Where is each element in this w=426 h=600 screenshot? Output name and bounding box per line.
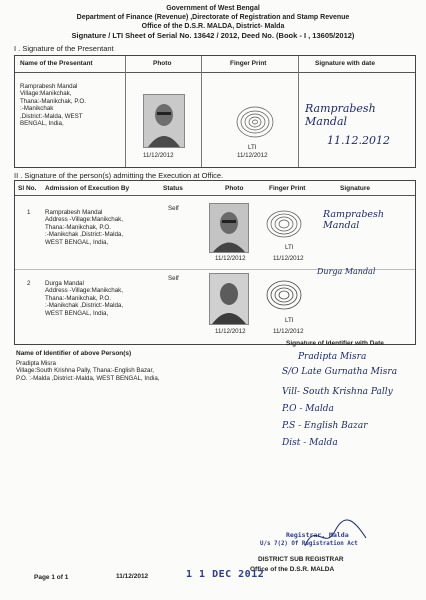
presentant-signature: Ramprabesh Mandal bbox=[305, 102, 376, 128]
fingerprint-icon bbox=[263, 277, 305, 313]
row-address-line: :-Manikchak ,District:-Malda, bbox=[45, 302, 124, 310]
col-fingerprint-header: Finger Print bbox=[269, 185, 306, 192]
registrar-stamp-line: U/s 7(2) Of Registration Act bbox=[260, 541, 358, 547]
registrar-office: Office of the D.S.R. MALDA bbox=[250, 566, 335, 573]
presentant-name: Ramprabesh Mandal bbox=[20, 83, 78, 90]
presentant-address-line: :-Manikchak bbox=[20, 105, 54, 113]
presentant-photo bbox=[143, 94, 185, 148]
col-divider bbox=[298, 56, 299, 167]
identifier-handwritten-line: S/O Late Gurnatha Misra bbox=[282, 367, 398, 377]
row-sl: 2 bbox=[27, 280, 31, 287]
execution-table bbox=[14, 180, 416, 345]
identifier-handwritten-line: Pradipta Misra bbox=[298, 352, 367, 362]
section1-title: I . Signature of the Presentant bbox=[14, 44, 114, 53]
person-photo-icon bbox=[210, 204, 248, 252]
col-signature-header: Signature bbox=[340, 185, 370, 192]
row-photo-date: 11/12/2012 bbox=[215, 328, 246, 335]
row-address-line: Address -Village:Manikchak, bbox=[45, 287, 123, 295]
fingerprint-lti bbox=[233, 102, 277, 142]
identifier-handwritten-line: P.S - English Bazar bbox=[282, 421, 368, 431]
row-address-line: WEST BENGAL, India, bbox=[45, 309, 109, 317]
row-status: Self bbox=[168, 205, 179, 212]
presentant-address-line: BENGAL, India, bbox=[20, 120, 64, 127]
row-sl: 1 bbox=[27, 209, 31, 216]
row-name: Durga Mandal bbox=[45, 280, 84, 287]
row-address-line: Thana:-Manikchak, P.O. bbox=[45, 294, 111, 302]
table-divider bbox=[15, 72, 415, 73]
col-sl-header: Sl No. bbox=[18, 185, 37, 192]
col-admission-header: Admission of Execution By bbox=[45, 185, 130, 192]
identifier-handwritten-line: Dist - Malda bbox=[282, 438, 338, 448]
date-stamp: 1 1 DEC 2012 bbox=[186, 569, 265, 580]
col-status-header: Status bbox=[163, 185, 183, 192]
header-serial: Signature / LTI Sheet of Serial No. 13642 / 2012, Deed No. (Book - I , 13605/2012) bbox=[71, 31, 355, 40]
photo-date: 11/12/2012 bbox=[143, 152, 174, 159]
row-address-line: Thana:-Manikchak, P.O. bbox=[45, 223, 111, 231]
col-fingerprint-header: Finger Print bbox=[230, 60, 267, 67]
row-photo-date: 11/12/2012 bbox=[215, 255, 246, 262]
presentant-address-line: ,District:-Malda, WEST bbox=[20, 112, 83, 120]
fp-label: LTI bbox=[248, 144, 257, 151]
identifier-address-line: P.O. :-Malda ,District:-Malda, WEST BENGAL, India, bbox=[16, 374, 160, 382]
person-photo-icon bbox=[144, 95, 184, 147]
presentant-signature-date: 11.12.2012 bbox=[327, 134, 390, 147]
col-name-header: Name of the Presentant bbox=[20, 60, 93, 67]
footer-date: 11/12/2012 bbox=[116, 573, 149, 580]
registrar-stamp-line: Registrar, Malda bbox=[286, 531, 349, 539]
fingerprint-icon bbox=[233, 102, 277, 142]
col-signature-header: Signature with date bbox=[315, 60, 375, 67]
identifier-handwritten-line: P.O - Malda bbox=[282, 404, 334, 414]
row-address-line: Address -Village:Manikchak, bbox=[45, 216, 123, 224]
presentant-address-line: Village:Manikchak, bbox=[20, 90, 72, 98]
fingerprint-icon bbox=[263, 207, 305, 241]
row-name: Ramprabesh Mandal bbox=[45, 209, 103, 216]
row-signature: Ramprabesh Mandal bbox=[323, 209, 385, 231]
identifier-label: Name of Identifier of above Person(s) bbox=[16, 350, 132, 357]
page-number: Page 1 of 1 bbox=[34, 574, 69, 581]
executant-photo bbox=[209, 273, 249, 325]
row-fingerprint bbox=[263, 207, 305, 241]
row-signature: Durga Mandal bbox=[317, 267, 376, 276]
col-photo-header: Photo bbox=[225, 185, 244, 192]
person-photo-icon bbox=[210, 274, 248, 324]
col-photo-header: Photo bbox=[153, 60, 172, 67]
row-fp-label: LTI bbox=[285, 244, 294, 251]
identifier-address-line: Village:South Krishna Pally, Thana:-English Bazar, bbox=[16, 367, 154, 375]
executant-photo bbox=[209, 203, 249, 253]
col-divider bbox=[201, 56, 202, 167]
row-status: Self bbox=[168, 275, 179, 282]
registrar-title: DISTRICT SUB REGISTRAR bbox=[258, 556, 344, 563]
section2-title: II . Signature of the person(s) admitting the Execution at Office. bbox=[14, 171, 224, 180]
identifier-signature-label: Signature of Identifier with Date bbox=[286, 340, 384, 347]
identifier-name: Pradipta Misra bbox=[16, 360, 56, 367]
identifier-handwritten-line: Vill- South Krishna Pally bbox=[282, 387, 393, 397]
fp-date: 11/12/2012 bbox=[237, 152, 268, 159]
row-fp-date: 11/12/2012 bbox=[273, 328, 304, 335]
presentant-address-line: Thana:-Manikchak, P.O. bbox=[20, 97, 86, 105]
header-department: Department of Finance (Revenue) ,Directorate of Registration and Stamp Revenue bbox=[76, 14, 350, 21]
row-fingerprint bbox=[263, 277, 305, 313]
table-divider bbox=[15, 195, 415, 196]
row-address-line: :-Manikchak ,District:-Malda, bbox=[45, 231, 124, 239]
registrar-signature-icon bbox=[300, 516, 370, 556]
col-divider bbox=[125, 56, 126, 167]
row-fp-label: LTI bbox=[285, 317, 294, 324]
header-govt: Government of West Bengal bbox=[166, 5, 260, 12]
row-fp-date: 11/12/2012 bbox=[273, 255, 304, 262]
presentant-table bbox=[14, 55, 416, 168]
header-office: Office of the D.S.R. MALDA, District- Malda bbox=[141, 23, 285, 30]
row-address-line: WEST BENGAL, India, bbox=[45, 238, 109, 246]
